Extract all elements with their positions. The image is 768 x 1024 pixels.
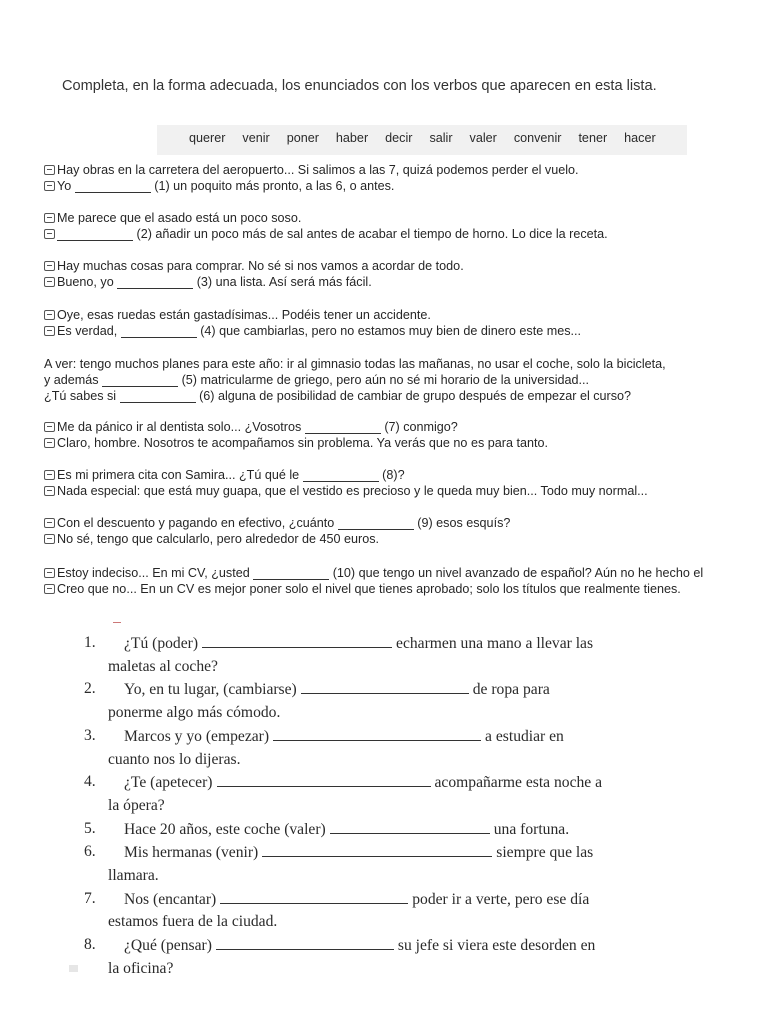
answer-blank-3[interactable] bbox=[117, 276, 193, 289]
dialogue-line: (2) añadir un poco más de sal antes de acabar el tiempo de horno. Lo dice la receta. bbox=[136, 227, 608, 241]
item-prompt: Mis hermanas (venir) bbox=[124, 844, 259, 862]
speaker-icon bbox=[44, 470, 55, 480]
item-number: 6. bbox=[84, 843, 96, 861]
dialogue-line: ¿Tú sabes si bbox=[44, 389, 117, 403]
dialogue-line: Es mi primera cita con Samira... ¿Tú qué le bbox=[57, 468, 300, 482]
dialogue-line: (4) que cambiarlas, pero no estamos muy bien de dinero este mes... bbox=[200, 324, 582, 338]
dialogue-9 bbox=[44, 565, 703, 597]
speaker-icon bbox=[44, 422, 55, 432]
answer-blank-9[interactable] bbox=[338, 517, 414, 530]
dialogue-line: Me da pánico ir al dentista solo... ¿Vosotros bbox=[57, 420, 302, 434]
answer-blank[interactable] bbox=[216, 934, 394, 950]
item-prompt: Yo, en tu lugar, (cambiarse) bbox=[124, 681, 297, 699]
item-text: la oficina? bbox=[108, 959, 174, 977]
dialogue-line: (1) un poquito más pronto, a las 6, o antes. bbox=[154, 179, 395, 193]
word-bank-item: salir bbox=[429, 131, 453, 145]
numbered-exercise-list bbox=[84, 632, 602, 981]
dialogue-line: Estoy indeciso... En mi CV, ¿usted bbox=[57, 566, 250, 580]
item-text: la ópera? bbox=[108, 796, 165, 814]
dialogue-line: (9) esos esquís? bbox=[417, 516, 511, 530]
word-bank-item: valer bbox=[469, 131, 497, 145]
speaker-icon bbox=[44, 213, 55, 223]
item-text: una fortuna. bbox=[493, 820, 570, 838]
dialogue-line: (3) una lista. Así será más fácil. bbox=[196, 275, 372, 289]
item-text: poder ir a verte, pero ese día bbox=[412, 890, 590, 908]
list-item bbox=[84, 934, 602, 980]
speaker-icon bbox=[44, 584, 55, 594]
answer-blank[interactable] bbox=[301, 678, 469, 694]
dialogue-7 bbox=[44, 467, 648, 499]
item-prompt: Hace 20 años, este coche (valer) bbox=[124, 820, 326, 838]
dialogue-2 bbox=[44, 210, 608, 242]
item-prompt: Marcos y yo (empezar) bbox=[124, 727, 270, 745]
speaker-icon bbox=[44, 326, 55, 336]
dialogue-line: (10) que tengo un nivel avanzado de español? Aún no he hecho el bbox=[332, 566, 704, 580]
item-number: 2. bbox=[84, 680, 96, 698]
answer-blank-2[interactable] bbox=[57, 228, 133, 241]
speaker-icon bbox=[44, 181, 55, 191]
speaker-icon bbox=[44, 486, 55, 496]
dialogue-line: Oye, esas ruedas están gastadísimas... Podéis tener un accidente. bbox=[57, 308, 431, 322]
item-text: acompañarme esta noche a bbox=[434, 774, 603, 792]
word-bank-item: hacer bbox=[624, 131, 656, 145]
item-number: 7. bbox=[84, 889, 96, 907]
answer-blank[interactable] bbox=[262, 841, 492, 857]
dialogue-line: Claro, hombre. Nosotros te acompañamos sin problema. Ya verás que no es para tanto. bbox=[57, 436, 548, 450]
dialogue-line: (7) conmigo? bbox=[384, 420, 458, 434]
item-number: 3. bbox=[84, 726, 96, 744]
speaker-icon bbox=[44, 568, 55, 578]
list-item bbox=[84, 818, 602, 842]
dialogue-1 bbox=[44, 162, 579, 194]
item-text: de ropa para bbox=[472, 681, 550, 699]
dialogue-3 bbox=[44, 258, 464, 290]
speaker-icon bbox=[44, 438, 55, 448]
dialogue-line: (8)? bbox=[382, 468, 405, 482]
list-item bbox=[84, 888, 602, 934]
dialogue-line: Hay obras en la carretera del aeropuerto... Si salimos a las 7, quizá podemos perder el vuelo. bbox=[57, 163, 579, 177]
answer-blank[interactable] bbox=[202, 632, 392, 648]
answer-blank[interactable] bbox=[220, 888, 408, 904]
dialogue-line: Yo bbox=[57, 179, 72, 193]
word-bank-item: decir bbox=[385, 131, 413, 145]
list-item bbox=[84, 678, 602, 724]
word-bank-item: querer bbox=[189, 131, 226, 145]
answer-blank-1[interactable] bbox=[75, 180, 151, 193]
dialogue-line: y además bbox=[44, 373, 99, 387]
dialogue-line: (6) alguna de posibilidad de cambiar de grupo después de empezar el curso? bbox=[199, 389, 632, 403]
item-text: ponerme algo más cómodo. bbox=[108, 704, 281, 722]
word-bank-item: haber bbox=[335, 131, 369, 145]
dialogue-line: Hay muchas cosas para comprar. No sé si nos vamos a acordar de todo. bbox=[57, 259, 464, 273]
answer-blank-10[interactable] bbox=[253, 567, 329, 580]
answer-blank[interactable] bbox=[330, 818, 490, 834]
item-text: su jefe si viera este desorden en bbox=[397, 937, 596, 955]
scan-artifact bbox=[69, 965, 78, 972]
item-prompt: ¿Te (apetecer) bbox=[124, 774, 213, 792]
word-bank-item: poner bbox=[286, 131, 319, 145]
dialogue-line: Con el descuento y pagando en efectivo, ¿cuánto bbox=[57, 516, 335, 530]
dialogue-line: Bueno, yo bbox=[57, 275, 114, 289]
speaker-icon bbox=[44, 165, 55, 175]
dialogue-4 bbox=[44, 307, 581, 339]
exercise-instruction: Completa, en la forma adecuada, los enunciados con los verbos que aparecen en esta lista. bbox=[62, 78, 657, 94]
speaker-icon bbox=[44, 261, 55, 271]
dialogue-8 bbox=[44, 515, 510, 547]
speaker-icon bbox=[44, 518, 55, 528]
dialogue-line: Me parece que el asado está un poco soso. bbox=[57, 211, 302, 225]
item-text: echarmen una mano a llevar las bbox=[396, 635, 594, 652]
word-bank-item: convenir bbox=[513, 131, 562, 145]
word-bank bbox=[157, 125, 687, 155]
item-text: siempre que las bbox=[496, 844, 594, 862]
item-text: estamos fuera de la ciudad. bbox=[108, 913, 278, 931]
word-bank-item: venir bbox=[242, 131, 270, 145]
item-text: a estudiar en bbox=[485, 727, 564, 745]
item-number: 5. bbox=[84, 819, 96, 837]
dialogue-line: Es verdad, bbox=[57, 324, 118, 338]
answer-blank-6[interactable] bbox=[120, 390, 196, 403]
word-bank-item: tener bbox=[578, 131, 608, 145]
dialogue-5 bbox=[44, 356, 666, 404]
dialogue-6 bbox=[44, 419, 548, 451]
item-text: maletas al coche? bbox=[108, 657, 218, 675]
word-bank-list bbox=[189, 131, 673, 145]
item-prompt: ¿Tú (poder) bbox=[124, 635, 199, 652]
dialogue-line: A ver: tengo muchos planes para este año: ir al gimnasio todas las mañanas, no usar el coche, solo la bicicleta, bbox=[44, 357, 666, 371]
speaker-icon bbox=[44, 277, 55, 287]
dialogue-line: (5) matricularme de griego, pero aún no sé mi horario de la universidad... bbox=[181, 373, 590, 387]
speaker-icon bbox=[44, 229, 55, 239]
speaker-icon bbox=[44, 310, 55, 320]
item-text: llamara. bbox=[108, 867, 159, 885]
answer-blank-8[interactable] bbox=[303, 469, 379, 482]
item-number: 4. bbox=[84, 773, 96, 791]
list-item bbox=[84, 632, 602, 678]
list-item bbox=[84, 725, 602, 771]
item-prompt: ¿Qué (pensar) bbox=[124, 937, 212, 955]
decorative-mark bbox=[113, 622, 121, 623]
dialogue-line: No sé, tengo que calcularlo, pero alrededor de 450 euros. bbox=[57, 532, 380, 546]
dialogue-line: Creo que no... En un CV es mejor poner solo el nivel que tienes aprobado; solo los títulos que realmente tienes. bbox=[57, 582, 681, 596]
list-item bbox=[84, 841, 602, 887]
item-number: 8. bbox=[84, 936, 96, 954]
item-number: 1. bbox=[84, 634, 96, 651]
answer-blank-5[interactable] bbox=[102, 374, 178, 387]
list-item bbox=[84, 771, 602, 817]
dialogue-line: Nada especial: que está muy guapa, que el vestido es precioso y le queda muy bien... Todo muy normal... bbox=[57, 484, 648, 498]
speaker-icon bbox=[44, 534, 55, 544]
item-prompt: Nos (encantar) bbox=[124, 890, 217, 908]
answer-blank[interactable] bbox=[273, 725, 481, 741]
item-text: cuanto nos lo dijeras. bbox=[108, 750, 241, 768]
answer-blank-4[interactable] bbox=[121, 325, 197, 338]
answer-blank-7[interactable] bbox=[305, 421, 381, 434]
answer-blank[interactable] bbox=[217, 771, 431, 787]
